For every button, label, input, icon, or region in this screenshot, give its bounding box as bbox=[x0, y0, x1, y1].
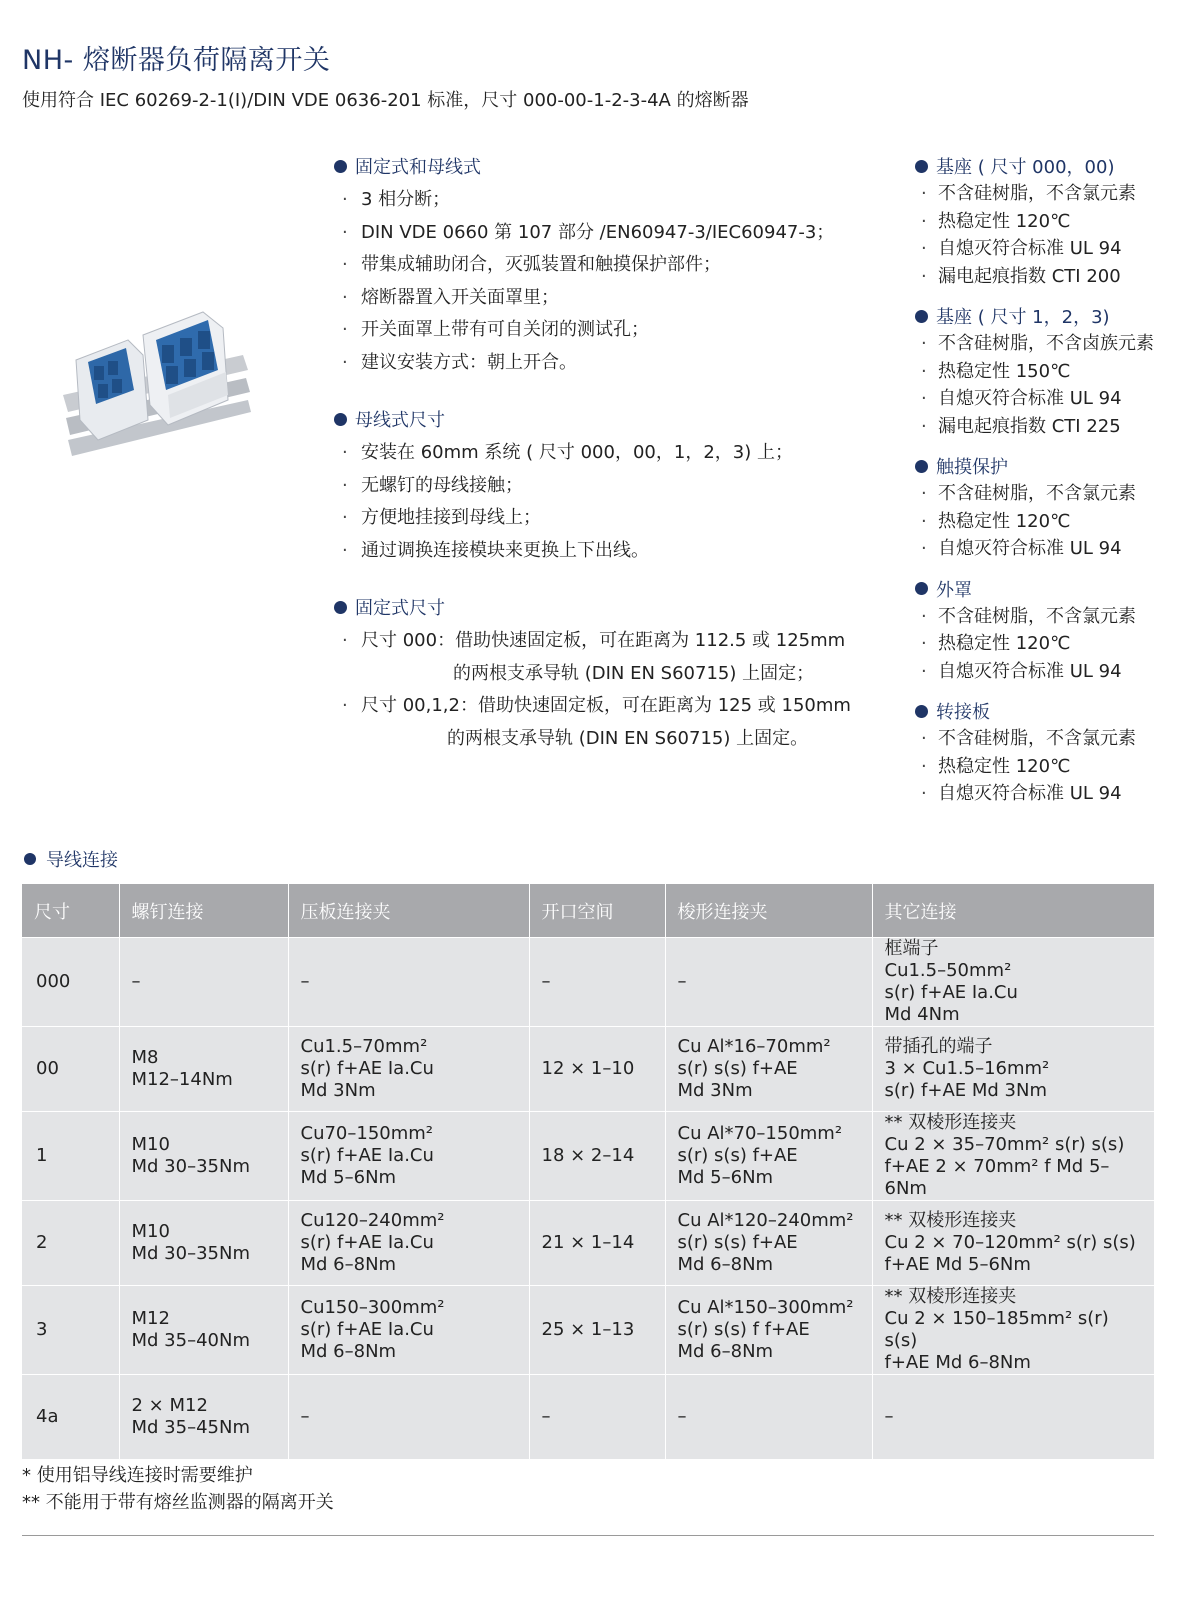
column-header: 压板连接夹 bbox=[288, 884, 529, 938]
table-cell: 框端子 Cu1.5–50mm² s(r) f+AE Ia.Cu Md 4Nm bbox=[872, 938, 1154, 1027]
table-cell: ** 双棱形连接夹 Cu 2 × 70–120mm² s(r) s(s) f+AE Md 5–6Nm bbox=[872, 1201, 1154, 1286]
table-header-row bbox=[22, 884, 1154, 938]
section-touch-protection bbox=[918, 452, 1198, 563]
footnote: ** 不能用于带有熔丝监测器的隔离开关 bbox=[22, 1492, 334, 1513]
table-cell: M10 Md 30–35Nm bbox=[119, 1201, 288, 1286]
section-adapter-plate bbox=[918, 697, 1198, 808]
bullet-dot-icon bbox=[915, 310, 928, 323]
column-header: 其它连接 bbox=[872, 884, 1154, 938]
section-base-small bbox=[918, 152, 1198, 290]
list-item: · 漏电起痕指数 CTI 225 bbox=[918, 413, 1198, 441]
section-busbar-size bbox=[337, 405, 877, 567]
section-heading: 母线式尺寸 bbox=[334, 405, 877, 433]
list-item: · 热稳定性 120℃ bbox=[918, 630, 1198, 658]
section-heading: 外罩 bbox=[915, 575, 1198, 603]
table-row bbox=[22, 1201, 1154, 1286]
section-heading: 基座 ( 尺寸 000，00) bbox=[915, 152, 1198, 180]
list-item: · 不含硅树脂，不含氯元素 bbox=[918, 725, 1198, 753]
table-cell: Cu Al*120–240mm² s(r) s(s) f+AE Md 6–8Nm bbox=[665, 1201, 872, 1286]
table-row bbox=[22, 1286, 1154, 1375]
bottom-divider bbox=[22, 1535, 1154, 1536]
column-header: 梭形连接夹 bbox=[665, 884, 872, 938]
connection-table bbox=[22, 884, 1154, 1459]
page-subtitle: 使用符合 IEC 60269-2-1(I)/DIN VDE 0636-201 标准，尺寸 000-00-1-2-3-4A 的熔断器 bbox=[22, 90, 749, 111]
bullet-dot-icon bbox=[915, 460, 928, 473]
table-cell: – bbox=[529, 1375, 665, 1460]
table-cell: 00 bbox=[22, 1027, 119, 1112]
table-row bbox=[22, 1375, 1154, 1460]
table-cell: – bbox=[665, 938, 872, 1027]
table-cell: 12 × 1–10 bbox=[529, 1027, 665, 1112]
footnote: * 使用铝导线连接时需要维护 bbox=[22, 1465, 253, 1486]
list-item: · 不含硅树脂，不含氯元素 bbox=[918, 480, 1198, 508]
table-cell: – bbox=[529, 938, 665, 1027]
table-cell: M10 Md 30–35Nm bbox=[119, 1112, 288, 1201]
bullet-dot-icon bbox=[915, 705, 928, 718]
list-item: · 安装在 60mm 系统 ( 尺寸 000，00，1，2，3) 上； bbox=[337, 437, 877, 470]
table-cell: 21 × 1–14 bbox=[529, 1201, 665, 1286]
section-heading: 转接板 bbox=[915, 697, 1198, 725]
list-item: · 3 相分断； bbox=[337, 184, 877, 217]
table-row bbox=[22, 1027, 1154, 1112]
feature-column bbox=[337, 152, 877, 781]
list-item: · 自熄灭符合标准 UL 94 bbox=[918, 235, 1198, 263]
bullet-dot-icon bbox=[915, 160, 928, 173]
list-item: · 漏电起痕指数 CTI 200 bbox=[918, 263, 1198, 291]
list-item: · 自熄灭符合标准 UL 94 bbox=[918, 658, 1198, 686]
bullet-dot-icon bbox=[334, 413, 347, 426]
list-item: · 开关面罩上带有可自关闭的测试孔； bbox=[337, 314, 877, 347]
column-header: 开口空间 bbox=[529, 884, 665, 938]
section-cover bbox=[918, 575, 1198, 686]
list-item: · 熔断器置入开关面罩里； bbox=[337, 282, 877, 315]
table-cell: 带插孔的端子 3 × Cu1.5–16mm² s(r) f+AE Md 3Nm bbox=[872, 1027, 1154, 1112]
list-item: · 不含硅树脂，不含氯元素 bbox=[918, 180, 1198, 208]
table-cell: Cu120–240mm² s(r) f+AE Ia.Cu Md 6–8Nm bbox=[288, 1201, 529, 1286]
table-cell: Cu1.5–70mm² s(r) f+AE Ia.Cu Md 3Nm bbox=[288, 1027, 529, 1112]
table-cell: 4a bbox=[22, 1375, 119, 1460]
list-item: · 尺寸 00,1,2：借助快速固定板，可在距离为 125 或 150mm 的两根支承导轨 (DIN EN S60715) 上固定。 bbox=[337, 690, 877, 755]
table-cell: ** 双棱形连接夹 Cu 2 × 35–70mm² s(r) s(s) f+AE 2 × 70mm² f Md 5–6Nm bbox=[872, 1112, 1154, 1201]
section-fixed-size bbox=[337, 593, 877, 755]
list-item: · 带集成辅助闭合，灭弧装置和触摸保护部件； bbox=[337, 249, 877, 282]
material-column bbox=[918, 152, 1198, 820]
list-item: · 建议安装方式：朝上开合。 bbox=[337, 347, 877, 380]
table-cell: – bbox=[119, 938, 288, 1027]
fuse-switch-product-image bbox=[58, 300, 258, 460]
table-cell: 000 bbox=[22, 938, 119, 1027]
table-cell: 1 bbox=[22, 1112, 119, 1201]
list-item: · DIN VDE 0660 第 107 部分 /EN60947-3/IEC60947-3； bbox=[337, 217, 877, 250]
bullet-dot-icon bbox=[334, 601, 347, 614]
table-cell: Cu Al*70–150mm² s(r) s(s) f+AE Md 5–6Nm bbox=[665, 1112, 872, 1201]
section-heading: 基座 ( 尺寸 1，2，3) bbox=[915, 302, 1198, 330]
bullet-dot-icon bbox=[915, 582, 928, 595]
section-heading: 固定式和母线式 bbox=[334, 152, 877, 180]
list-item: · 热稳定性 120℃ bbox=[918, 508, 1198, 536]
section-fixed-and-busbar bbox=[337, 152, 877, 379]
table-row bbox=[22, 1112, 1154, 1201]
table-cell: Cu Al*150–300mm² s(r) s(s) f f+AE Md 6–8Nm bbox=[665, 1286, 872, 1375]
table-row bbox=[22, 938, 1154, 1027]
list-item: · 不含硅树脂，不含氯元素 bbox=[918, 603, 1198, 631]
table-cell: 25 × 1–13 bbox=[529, 1286, 665, 1375]
table-cell: – bbox=[288, 938, 529, 1027]
table-cell: 2 × M12 Md 35–45Nm bbox=[119, 1375, 288, 1460]
table-cell: M8 M12–14Nm bbox=[119, 1027, 288, 1112]
page-title: NH- 熔断器负荷隔离开关 bbox=[22, 45, 331, 76]
table-cell: – bbox=[665, 1375, 872, 1460]
section-base-large bbox=[918, 302, 1198, 440]
list-item: · 热稳定性 150℃ bbox=[918, 358, 1198, 386]
table-cell: Cu Al*16–70mm² s(r) s(s) f+AE Md 3Nm bbox=[665, 1027, 872, 1112]
footnotes bbox=[22, 1462, 334, 1516]
bullet-dot-icon bbox=[334, 160, 347, 173]
list-item: · 自熄灭符合标准 UL 94 bbox=[918, 535, 1198, 563]
list-item: · 自熄灭符合标准 UL 94 bbox=[918, 780, 1198, 808]
table-cell: 18 × 2–14 bbox=[529, 1112, 665, 1201]
table-cell: – bbox=[288, 1375, 529, 1460]
table-cell: Cu150–300mm² s(r) f+AE Ia.Cu Md 6–8Nm bbox=[288, 1286, 529, 1375]
list-item: · 不含硅树脂，不含卤族元素 bbox=[918, 330, 1198, 358]
table-cell: ** 双棱形连接夹 Cu 2 × 150–185mm² s(r) s(s) f+AE Md 6–8Nm bbox=[872, 1286, 1154, 1375]
bullet-dot-icon bbox=[24, 853, 36, 865]
table-cell: Cu70–150mm² s(r) f+AE Ia.Cu Md 5–6Nm bbox=[288, 1112, 529, 1201]
list-item: · 无螺钉的母线接触； bbox=[337, 470, 877, 503]
table-cell: 3 bbox=[22, 1286, 119, 1375]
table-cell: M12 Md 35–40Nm bbox=[119, 1286, 288, 1375]
list-item: · 热稳定性 120℃ bbox=[918, 753, 1198, 781]
table-heading: 导线连接 bbox=[24, 846, 118, 872]
list-item: · 尺寸 000：借助快速固定板，可在距离为 112.5 或 125mm 的两根支承导轨 (DIN EN S60715) 上固定； bbox=[337, 625, 877, 690]
list-item: · 通过调换连接模块来更换上下出线。 bbox=[337, 535, 877, 568]
column-header: 尺寸 bbox=[22, 884, 119, 938]
list-item: · 自熄灭符合标准 UL 94 bbox=[918, 385, 1198, 413]
section-heading: 固定式尺寸 bbox=[334, 593, 877, 621]
table-cell: 2 bbox=[22, 1201, 119, 1286]
list-item: · 热稳定性 120℃ bbox=[918, 208, 1198, 236]
column-header: 螺钉连接 bbox=[119, 884, 288, 938]
list-item: · 方便地挂接到母线上； bbox=[337, 502, 877, 535]
section-heading: 触摸保护 bbox=[915, 452, 1198, 480]
table-cell: – bbox=[872, 1375, 1154, 1460]
